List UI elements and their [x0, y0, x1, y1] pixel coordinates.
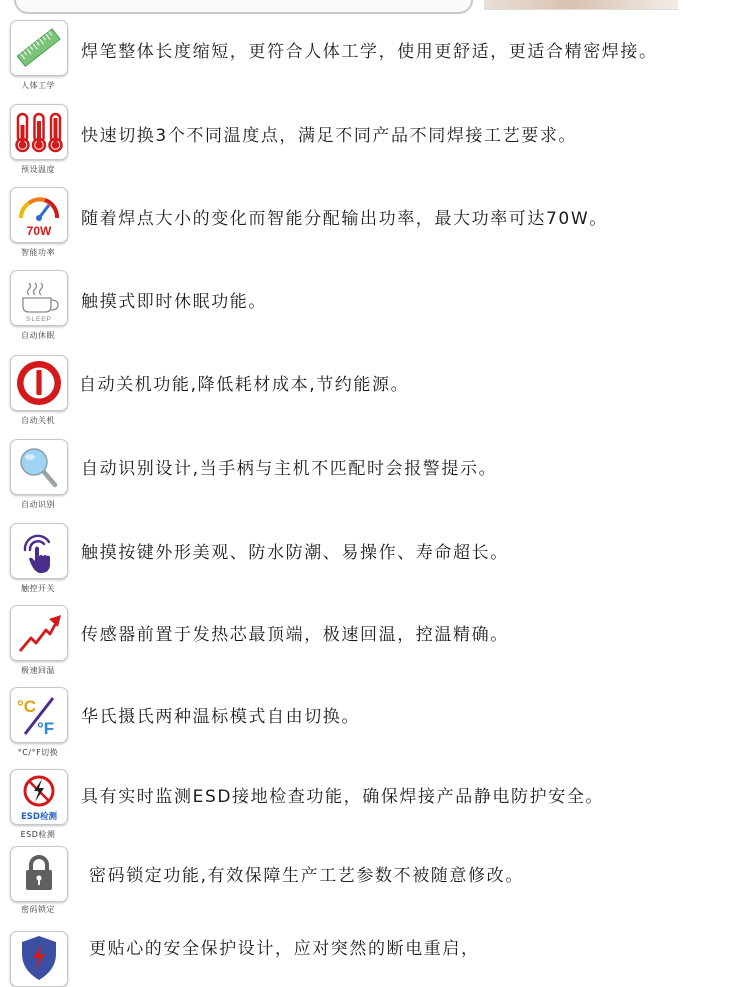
- fahrenheit-label: °F: [37, 719, 55, 738]
- sleep-cup-icon: [10, 270, 68, 326]
- shield-bolt-icon: [10, 931, 68, 987]
- feature-description: 传感器前置于发热芯最顶端，极速回温，控温精确。: [81, 625, 509, 645]
- feature-caption: 人体工学: [21, 81, 55, 90]
- feature-description: 随着焊点大小的变化而智能分配输出功率，最大功率可达70W。: [81, 209, 608, 229]
- feature-caption: 自动识别: [21, 500, 55, 509]
- power-off-icon: [10, 355, 68, 411]
- feature-description: 触摸按键外形美观、防水防潮、易操作、寿命超长。: [81, 543, 509, 563]
- celsius-fahrenheit-icon: [10, 687, 68, 743]
- ruler-icon: [10, 20, 68, 76]
- sleep-cup-label: SLEEP: [26, 316, 52, 323]
- feature-description: 更贴心的安全保护设计，应对突然的断电重启，: [89, 939, 480, 959]
- feature-caption: 触控开关: [21, 584, 55, 593]
- power-gauge-icon: [10, 187, 68, 243]
- esd-warning-icon: [10, 769, 68, 825]
- feature-caption: 预设温度: [21, 165, 55, 174]
- feature-description: 自动识别设计,当手柄与主机不匹配时会报警提示。: [81, 459, 498, 479]
- top-product-photo: [484, 0, 678, 10]
- feature-caption: 密码锁定: [21, 905, 55, 914]
- padlock-icon: [10, 846, 68, 902]
- feature-description: 密码锁定功能,有效保障生产工艺参数不被随意修改。: [89, 866, 524, 886]
- feature-caption: ESD检测: [20, 830, 56, 839]
- esd-label: ESD检测: [21, 812, 57, 822]
- feature-caption: 极速回温: [21, 666, 55, 675]
- rising-arrow-icon: [10, 605, 68, 661]
- power-gauge-label: 70W: [26, 224, 52, 238]
- feature-description: 焊笔整体长度缩短，更符合人体工学，使用更舒适，更适合精密焊接。: [81, 42, 658, 62]
- celsius-label: °C: [17, 697, 37, 716]
- magnifier-icon: [10, 439, 68, 495]
- feature-caption: 自动关机: [21, 416, 55, 425]
- feature-description: 快速切换3个不同温度点，满足不同产品不同焊接工艺要求。: [81, 126, 578, 146]
- feature-description: 自动关机功能,降低耗材成本,节约能源。: [79, 375, 410, 395]
- feature-description: 具有实时监测ESD接地检查功能，确保焊接产品静电防护安全。: [81, 787, 605, 807]
- top-product-frame: [14, 0, 473, 14]
- touch-finger-icon: [10, 523, 68, 579]
- thermometer-icon: [10, 104, 68, 160]
- feature-description: 触摸式即时休眠功能。: [81, 292, 267, 312]
- feature-description: 华氏摄氏两种温标模式自由切换。: [81, 707, 360, 727]
- feature-caption: 自动休眠: [21, 331, 55, 340]
- feature-caption: 智能功率: [21, 248, 55, 257]
- feature-caption: °C/°F切换: [17, 748, 59, 757]
